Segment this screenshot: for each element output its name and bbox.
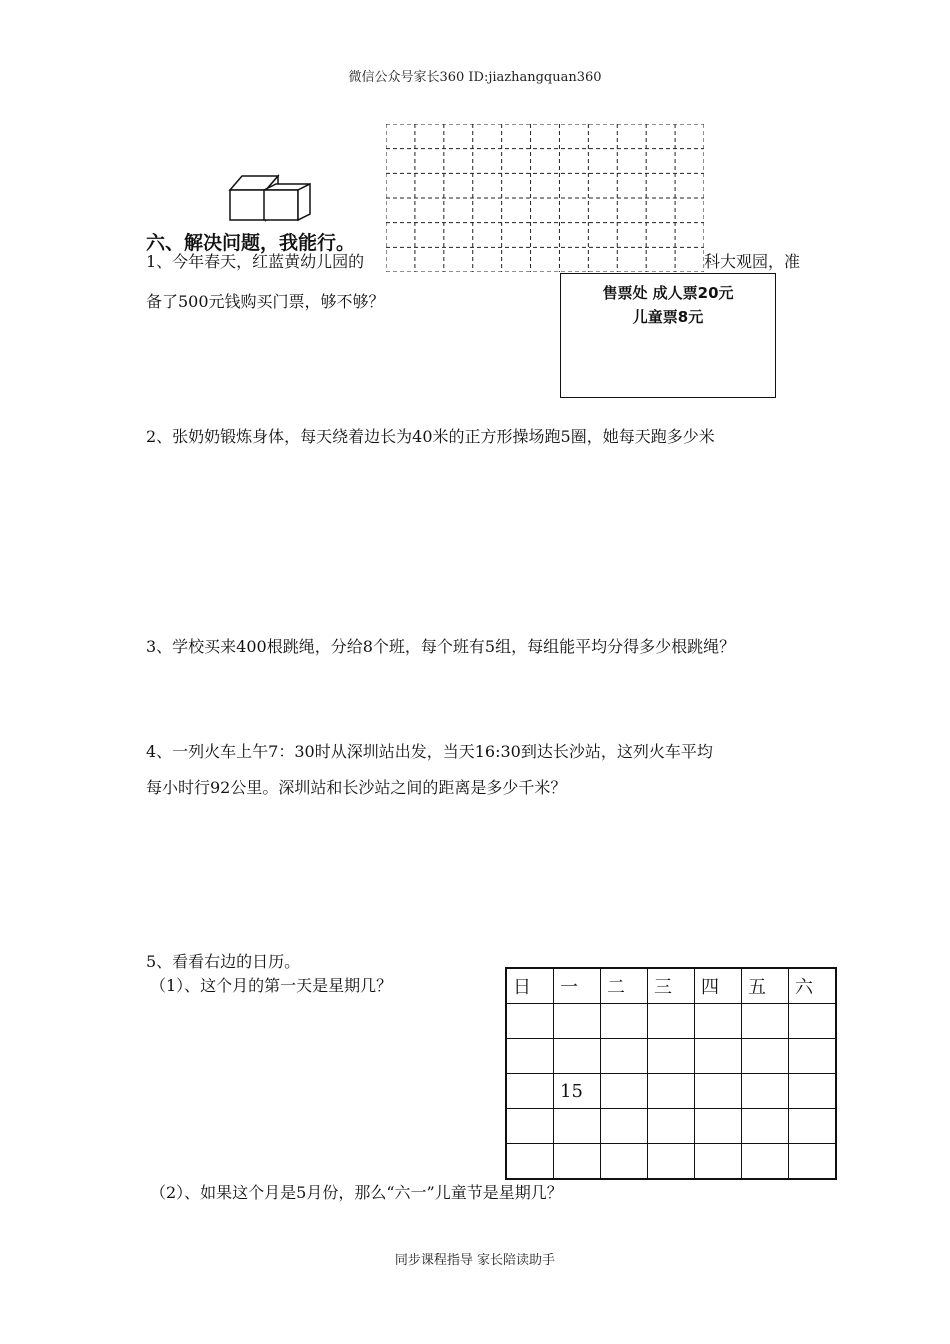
q4-line1: 4、一列火车上午7：30时从深圳站出发，当天16:30到达长沙站，这列火车平均 <box>146 742 713 761</box>
calendar-day-cell <box>601 1074 648 1109</box>
calendar-day-cell <box>789 1144 837 1180</box>
calendar-day-cell <box>506 1039 554 1074</box>
calendar-day-cell <box>601 1004 648 1039</box>
calendar-day-cell <box>648 1109 695 1144</box>
calendar-day-cell <box>648 1144 695 1180</box>
calendar-week-row <box>506 1144 836 1180</box>
calendar-day-cell <box>554 1109 601 1144</box>
calendar-weekday-cell: 四 <box>695 968 742 1004</box>
calendar-day-cell <box>742 1004 789 1039</box>
calendar-weekday-cell: 六 <box>789 968 837 1004</box>
q5-intro: 5、看看右边的日历。 <box>146 952 301 971</box>
calendar-weekday-cell: 日 <box>506 968 554 1004</box>
calendar-day-cell <box>742 1039 789 1074</box>
section-title: 六、解决问题，我能行。 <box>146 232 356 254</box>
calendar-day-cell <box>742 1109 789 1144</box>
calendar-day-cell <box>506 1144 554 1180</box>
calendar-weekday-cell: 五 <box>742 968 789 1004</box>
calendar-day-cell: 15 <box>554 1074 601 1109</box>
page-header: 微信公众号家长360 ID:jiazhangquan360 <box>348 70 602 85</box>
calendar-day-cell <box>506 1004 554 1039</box>
calendar-day-cell <box>789 1074 837 1109</box>
calendar-day-cell <box>742 1144 789 1180</box>
calendar-day-cell <box>789 1004 837 1039</box>
calendar-day-cell <box>601 1039 648 1074</box>
calendar-week-row <box>506 1109 836 1144</box>
calendar-day-cell <box>648 1004 695 1039</box>
q5-sub2: （2）、如果这个月是5月份，那么“六一”儿童节是星期几？ <box>150 1183 563 1202</box>
calendar-day-cell <box>695 1074 742 1109</box>
q1-line1-start: 1、今年春天，红蓝黄幼儿园的 <box>146 252 365 271</box>
calendar-day-cell <box>506 1109 554 1144</box>
calendar-day-cell <box>695 1004 742 1039</box>
calendar-weekday-cell: 二 <box>601 968 648 1004</box>
q4-line2: 每小时行92公里。深圳站和长沙站之间的距离是多少千米？ <box>146 778 567 797</box>
calendar-day-cell <box>695 1039 742 1074</box>
calendar-day-cell <box>648 1039 695 1074</box>
calendar-day-cell <box>789 1109 837 1144</box>
ticket-price-adult: 售票处 成人票20元 <box>602 284 734 302</box>
calendar-day-cell <box>695 1144 742 1180</box>
calendar-day-cell <box>554 1039 601 1074</box>
calendar-header-row <box>506 968 836 1004</box>
calendar <box>505 967 837 1180</box>
calendar-weekday-cell: 一 <box>554 968 601 1004</box>
q5-sub1: （1）、这个月的第一天是星期几？ <box>150 976 393 995</box>
q1-line2: 备了500元钱购买门票，够不够？ <box>146 292 385 311</box>
calendar-day-cell <box>601 1144 648 1180</box>
q1-line1-end: 科大观园，准 <box>704 252 801 271</box>
cube-figure <box>228 172 314 224</box>
calendar-day-cell <box>789 1039 837 1074</box>
calendar-day-cell <box>648 1074 695 1109</box>
calendar-day-cell <box>506 1074 554 1109</box>
calendar-week-row <box>506 1004 836 1039</box>
calendar-day-cell <box>554 1144 601 1180</box>
calendar-day-cell <box>742 1074 789 1109</box>
calendar-day-cell <box>695 1109 742 1144</box>
q2-text: 2、张奶奶锻炼身体，每天绕着边长为40米的正方形操场跑5圈，她每天跑多少米 <box>146 427 715 446</box>
page-footer: 同步课程指导 家长陪读助手 <box>394 1253 556 1268</box>
q3-text: 3、学校买来400根跳绳，分给8个班，每个班有5组，每组能平均分得多少根跳绳？ <box>146 637 736 656</box>
calendar-day-cell <box>554 1004 601 1039</box>
calendar-week-row <box>506 1039 836 1074</box>
ticket-booth-box <box>560 273 776 398</box>
calendar-day-cell <box>601 1109 648 1144</box>
calendar-weekday-cell: 三 <box>648 968 695 1004</box>
ticket-price-child: 儿童票8元 <box>632 308 704 326</box>
calendar-week-row <box>506 1074 836 1109</box>
dashed-grid <box>386 124 704 272</box>
